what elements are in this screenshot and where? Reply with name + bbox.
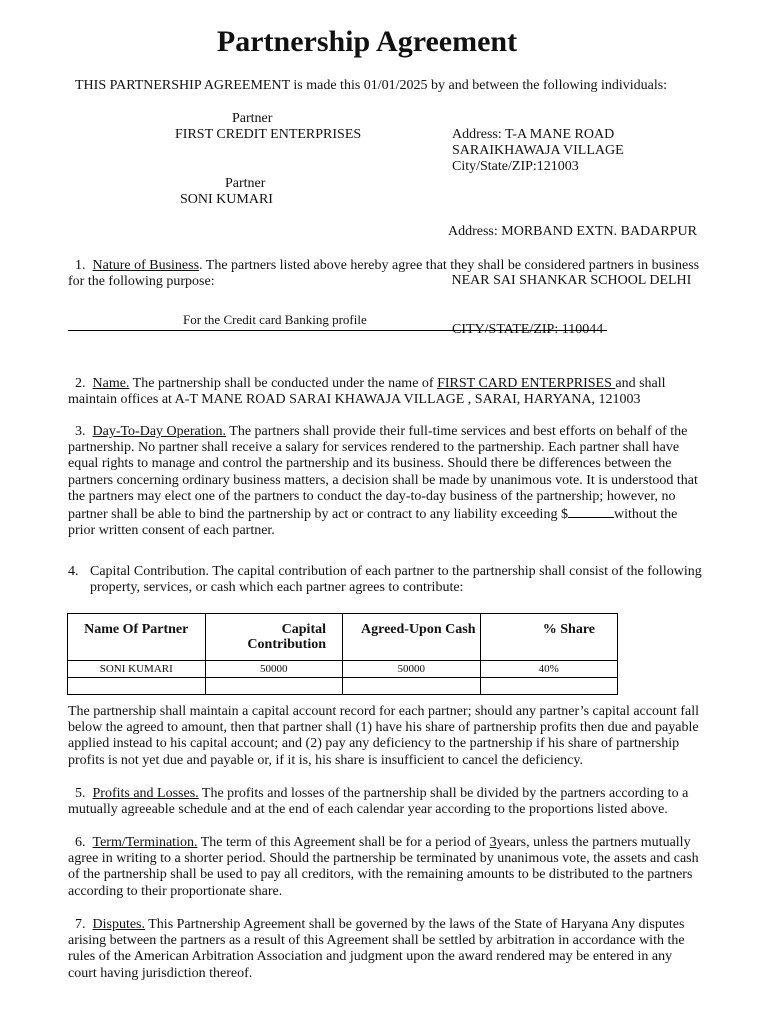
- section-disputes: [68, 917, 700, 982]
- section-day-to-day-operation: [68, 424, 700, 539]
- table-cell: [205, 678, 343, 695]
- section-title: Nature of Business: [92, 258, 200, 273]
- term-years: 3: [489, 835, 497, 850]
- section-title: Capital Contribution.: [90, 564, 209, 579]
- section-number: 3.: [75, 424, 86, 439]
- section-number: 4.: [68, 564, 79, 579]
- section-title: Term/Termination.: [92, 835, 198, 850]
- table-cell: SONI KUMARI: [68, 661, 206, 678]
- section-text: The profits and losses of the partnership shall be divided by the partners according to a mutually agreeable schedule and at the end of each calendar year according to the proportions listed above.: [68, 786, 689, 818]
- table-row: [68, 678, 618, 695]
- table-cell: [68, 678, 206, 695]
- partner-1-address-line: SARAIKHAWAJA VILLAGE: [452, 143, 624, 159]
- header-share: % Share: [480, 614, 618, 661]
- section-text: and shall maintain offices at A-T MANE ROAD SARAI KHAWAJA VILLAGE , SARAI, HARYANA, 121003: [68, 376, 666, 408]
- table-cell: [343, 678, 481, 695]
- section-text: The term of this Agreement shall be for a period of: [197, 835, 490, 850]
- section-number: 5.: [75, 786, 86, 801]
- capital-account-paragraph: The partnership shall maintain a capital account record for each partner; should any partner’s capital account fall below the agreed to amount, then that partner shall (1) have his share of partnership profits then due and payable applied instead to his capital account; and (2) pay any deficiency to the partnership if his share of partnership profits is not yet due and payable or, if it is, his share is insufficient to cancel the deficiency.: [68, 704, 700, 768]
- business-name: FIRST CARD ENTERPRISES: [437, 376, 616, 391]
- section-number: 7.: [75, 917, 86, 932]
- section-title: Profits and Losses.: [92, 786, 199, 801]
- section-name: [68, 376, 700, 408]
- table-header-row: [68, 614, 618, 661]
- section-title: Disputes.: [92, 917, 145, 932]
- partner-2-label: Partner: [225, 176, 266, 191]
- partner-2-address-line: Address: MORBAND EXTN. BADARPUR: [448, 224, 697, 240]
- section-nature-of-business: [68, 258, 700, 290]
- section-text: The capital contribution of each partner to the partnership shall consist of the following property, services, or cash which each partner agrees to contribute:: [90, 564, 702, 596]
- purpose-underline: [68, 330, 607, 331]
- table-cell: [480, 678, 618, 695]
- section-text: The partners shall provide their full-time services and best efforts on behalf of the partnership. No partner shall receive a salary for services rendered to the partnership. Each partner shall have equal rights to manage and control the partnership and its business. Should there be differences between the partners concerning ordinary business matters, a decision shall be made by unanimous vote. It is understood that the partners may elect one of the partners to conduct the day-to-day business of the partnership; however, no partner shall be able to bind the partnership by act or contract to any liability exceeding $: [68, 424, 698, 523]
- header-capital-contribution: Capital Contribution: [205, 614, 343, 661]
- section-profits-and-losses: [68, 786, 700, 818]
- section-title: Day-To-Day Operation.: [92, 424, 227, 439]
- liability-amount-blank: [568, 505, 614, 518]
- section-text: The partnership shall be conducted under the name of: [129, 376, 438, 391]
- header-partner-name: Name Of Partner: [68, 614, 206, 661]
- partner-2-name: SONI KUMARI: [180, 192, 273, 207]
- section-text: years, unless the partners mutually agree in writing to a shorter period. Should the partnership be terminated by unanimous vote, the assets and cash of the partnership shall be used to pay all creditors, with the remaining amounts to be distributed to the partners according to their proportionate share.: [68, 835, 699, 899]
- business-purpose: For the Credit card Banking profile: [183, 312, 367, 327]
- section-number: 2.: [75, 376, 86, 391]
- section-term-termination: [68, 835, 700, 900]
- table-cell: 50000: [343, 661, 481, 678]
- header-agreed-cash: Agreed-Upon Cash: [343, 614, 481, 661]
- partner-1-label: Partner: [232, 111, 273, 126]
- section-title: Name.: [92, 376, 130, 391]
- partner-1-address-line: Address: T-A MANE ROAD: [452, 127, 615, 142]
- section-text: This Partnership Agreement shall be governed by the laws of the State of Haryana Any disputes arising between the partners as a result of this Agreement shall be settled by arbitration in accordance with the rules of the American Arbitration Association and judgment upon the award rendered may be entered in any court having jurisdiction thereof.: [68, 917, 685, 981]
- section-capital-contribution: [90, 564, 702, 596]
- section-number: 1.: [75, 258, 86, 273]
- partner-1-address: [452, 127, 624, 176]
- partner-2-address-line: NEAR SAI SHANKAR SCHOOL DELHI: [448, 273, 692, 288]
- intro-statement: THIS PARTNERSHIP AGREEMENT is made this 01/01/2025 by and between the following individuals:: [75, 78, 668, 93]
- section-text: . The partners listed above hereby agree that they shall be considered partners in business for the following purpose:: [68, 258, 700, 290]
- partner-2-address-line: CITY/STATE/ZIP: 110044: [452, 321, 604, 337]
- partner-1-name: FIRST CREDIT ENTERPRISES: [175, 127, 362, 142]
- section-number: 6.: [75, 835, 86, 850]
- partner-1-address-line: City/State/ZIP:121003: [452, 159, 579, 175]
- document-title: Partnership Agreement: [216, 25, 518, 58]
- table-row: [68, 661, 618, 678]
- section-text: without the prior written consent of each partner.: [68, 507, 678, 539]
- table-cell: 40%: [480, 661, 618, 678]
- table-cell: 50000: [205, 661, 343, 678]
- capital-contribution-table: [67, 613, 618, 695]
